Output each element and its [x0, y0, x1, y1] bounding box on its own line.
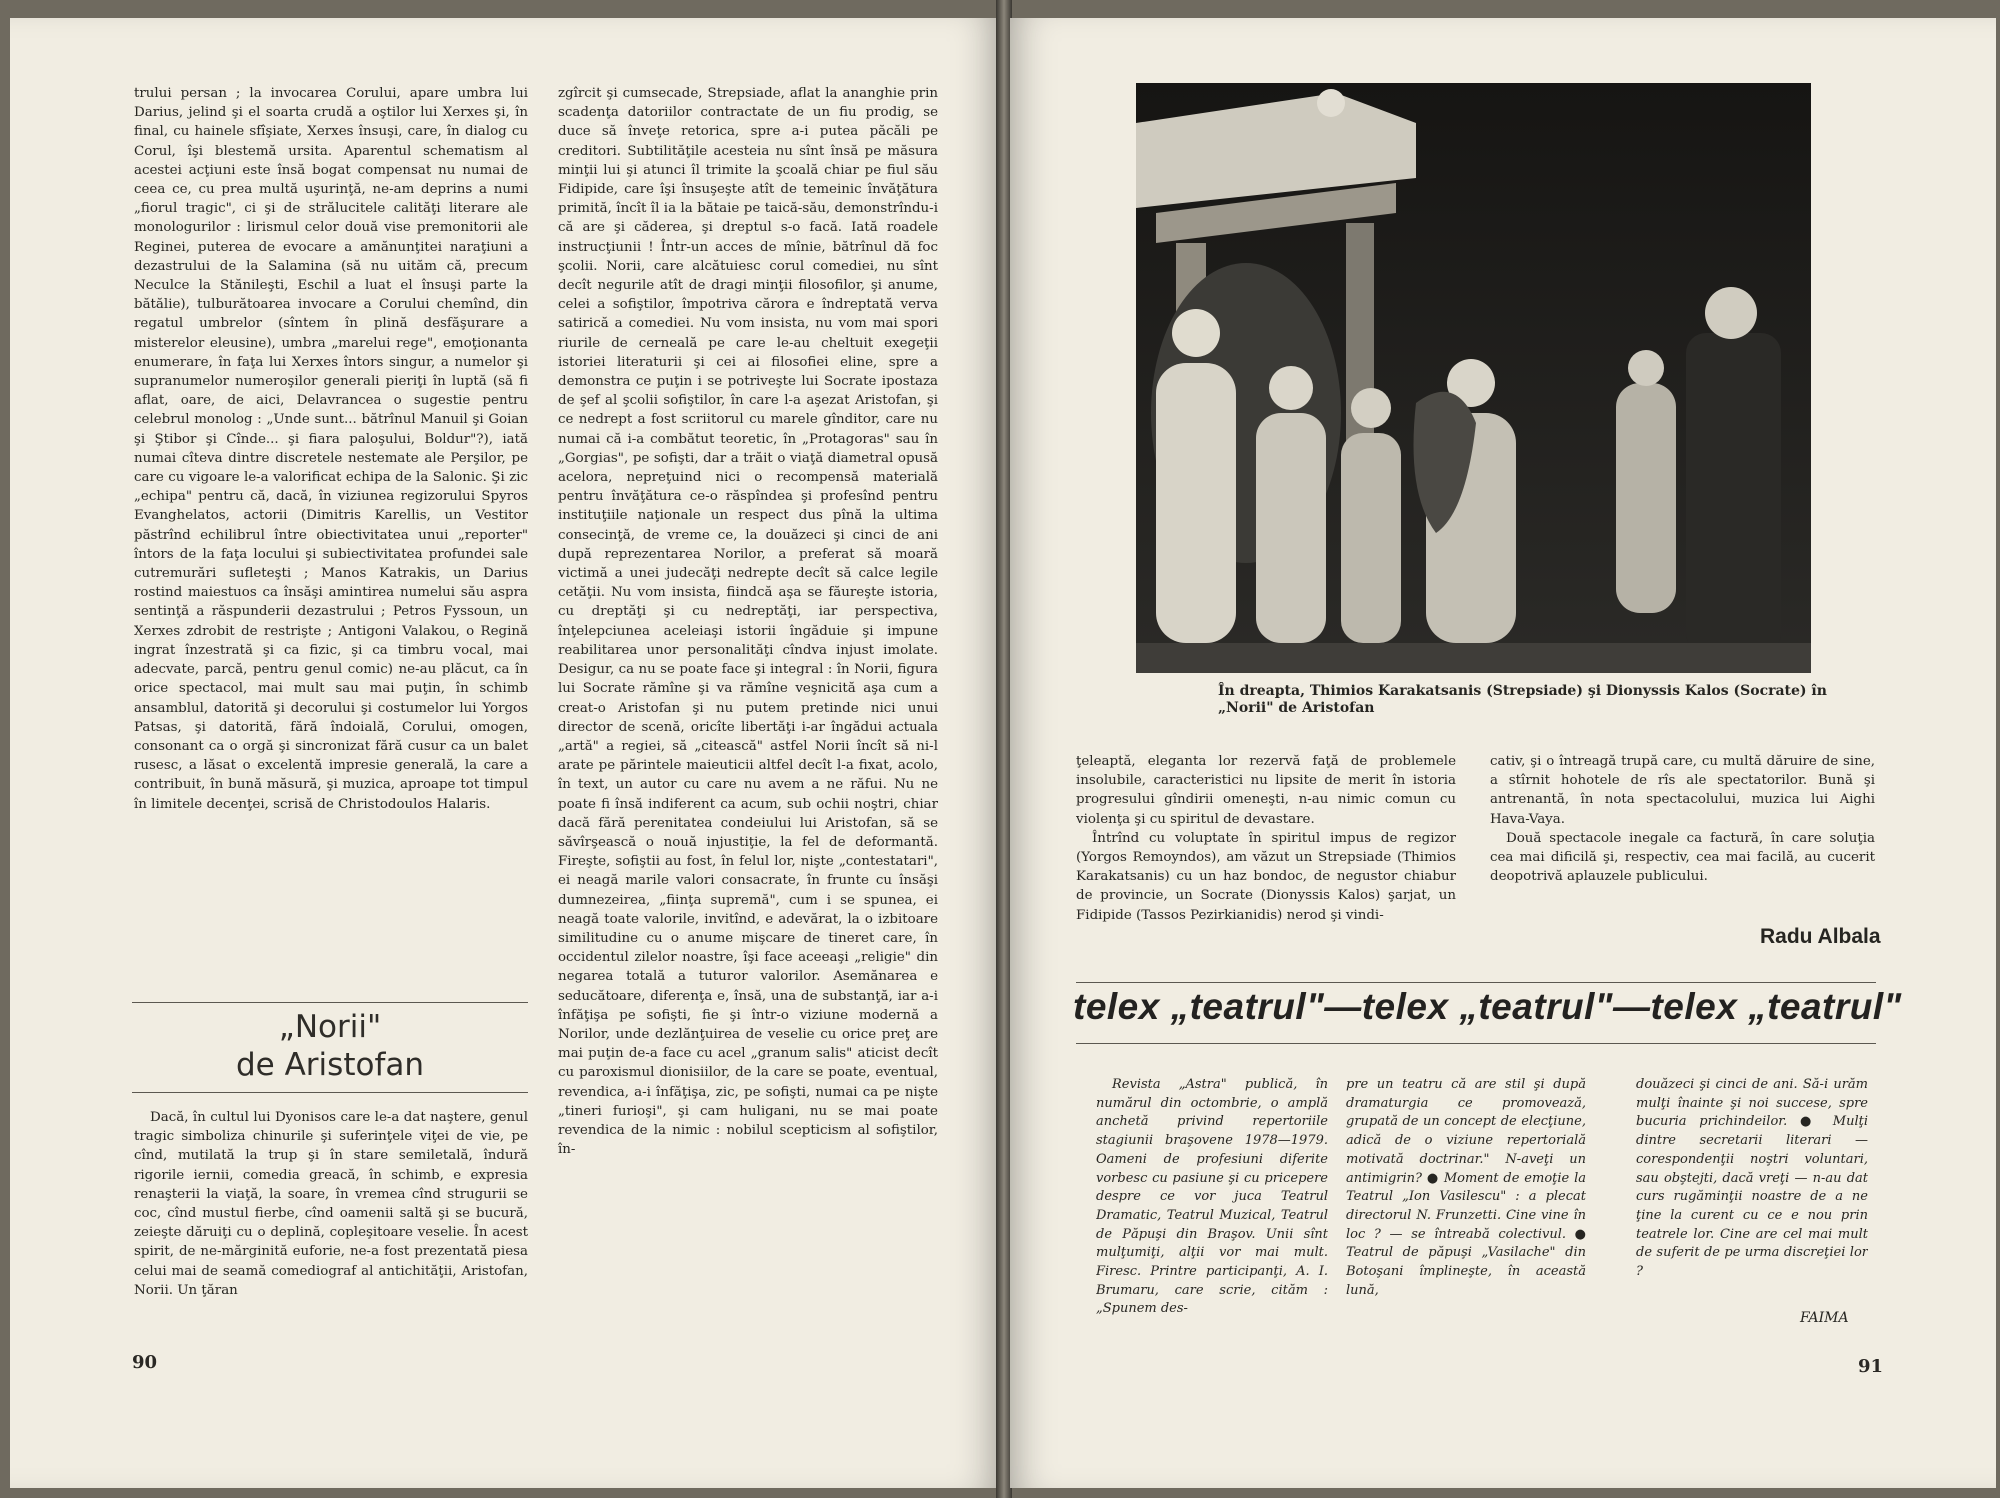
article-text: Două spectacole inegale ca factură, în care soluţia cea mai dificilă şi, respectiv, cea mai facilă, au cucerit deopotrivă aplauzele publicului.	[1490, 830, 1875, 885]
article-text: ţeleaptă, eleganta lor rezervă faţă de problemele insolubile, caracteristici nu lipsite de merit în istoria progresului gîndirii omeneşti, n-au nimic comun cu violenţa şi cu spiritul de devastare.	[1076, 754, 1456, 827]
telex-column-3	[1636, 1076, 1868, 1316]
telex-text: douăzeci şi cinci de ani. Să-i urăm mulţi înainte şi noi succese, spre bucuria prichindeilor. ● Mulţi dintre secretarii literari — corespondenţii noştri voluntari, sau obştejti, dacă vreţi — n-au dat curs rugăminţii noastre de a ne ţine la curent cu ce e nou prin teatrele lor. Cine are cel mai mult de suferit de pe urma discreţiei lor ?	[1636, 1077, 1868, 1280]
left-column-2	[558, 84, 938, 1324]
stage-photo-image	[1136, 83, 1811, 673]
telex-column-2	[1346, 1076, 1586, 1338]
telex-text: Revista „Astra" publică, în numărul din octombrie, o amplă anchetă privind repertoriile stagiunii braşovene 1978—1979. Oameni de profesiuni diferite vorbesc cu pasiune şi cu pricepere despre ce vor juca Teatrul Dramatic, Teatrul Muzical, Teatrul de Păpuşi din Braşov. Unii sînt mulţumiţi, alţii vor mai mult. Firesc. Printre participanţi, A. I. Brumaru, care scrie, cităm : „Spunem des-	[1096, 1077, 1328, 1317]
telex-column-1	[1096, 1076, 1328, 1338]
article-title-line-2: de Aristofan	[236, 1047, 424, 1083]
stage-photo	[1136, 83, 1811, 673]
article-text: cativ, şi o întreagă trupă care, cu multă dăruire de sine, a stîrnit hohotele de rîs ale spectatorilor. Bună şi antrenantă, în nota spectacolului, muzica lui Aighi Hava-Vaya.	[1490, 754, 1875, 827]
article-text: Întrînd cu voluptate în spiritul impus de regizor (Yorgos Remoyndos), am văzut un Strepsiade (Thimios Karakatsanis) cu un haz bondoc, de negustor chiabur de provincie, un Socrate (Dionyssis Kalos) şarjat, un Fidipide (Tassos Pezirkianidis) nerod şi vindi-	[1076, 830, 1456, 923]
article-intro: Dacă, în cultul lui Dyonisos care le-a dat naştere, genul tragic simboliza chinurile şi suferinţele viţei de vie, pe cînd, mutilată la trup şi în stare semiletală, îndură rigorile iernii, comedia greacă, în schimb, e expresia renaşterii la viaţă, la soare, în vremea cînd strugurii se coc, cînd mustul fierbe, cînd oamenii saltă şi se bucură, zeieşte dăruiţi cu o deplină, copleşitoare veselie. În acest spirit, de ne-mărginită euforie, ne-a fost prezentată piesa celui mai de seamă comediograf al antichităţii, Aristofan, Norii. Un ţăran	[134, 1110, 528, 1298]
telex-heading: telex „teatrul"—telex „teatrul"—telex „teatrul"	[1073, 986, 1902, 1027]
telex-bottom-rule	[1076, 1043, 1876, 1044]
left-column-1-top	[134, 84, 528, 976]
telex-top-rule	[1076, 982, 1876, 983]
right-column-a	[1076, 752, 1456, 967]
section-divider	[132, 1092, 528, 1093]
article-title-line-1: „Norii"	[278, 1009, 382, 1045]
article-text: trului persan ; la invocarea Corului, apare umbra lui Darius, jelind şi el soarta crudă a oştilor lui Xerxes şi, în final, cu hainele sfîşiate, Xerxes însuşi, care, în dialog cu Corul, îşi blestemă ursita. Aparentul schematism al acestei acţiuni este însă bogat compensat nu numai de ceea ce, cu prea multă uşurinţă, ne-am deprins a numi „fiorul tragic", ci şi de strălucitele calităţi literare ale monologurilor : lirismul celor două vise premonitorii ale Reginei, puterea de evocare a amănunţitei naraţiuni a dezastrului de la Salamina (să nu uităm că, precum Neculce la Stănileşti, Eschil a luat el însuşi parte la bătălie), tulburătoarea invocare a Corului chemînd, din regatul umbrelor (sîntem în plină desfăşurare a misterelor eleusine), umbra „marelui rege", emoţionanta enumerare, în faţa lui Xerxes întors singur, a numelor şi supranumelor numeroşilor generali pieriţi în luptă (să fi aflat, oare, de aici, Delavrancea o sugestie pentru celebrul monolog : „Unde sunt... bătrînul Manuil şi Goian şi Ştibor şi Cînde... şi fiara paloşului, Boldur"?), iată numai cîteva dintre discretele nestemate ale Perşilor, pe care cu vigoare le-a valorificat echipa de la Salonic. Şi zic „echipa" pentru că, dacă, în viziunea regizorului Spyros Evanghelatos, actorii (Dimitris Karellis, un Vestitor păstrînd echilibrul între obiectivitatea unui „reporter" întors de la faţa locului şi subiectivitatea profundei sale cutremurări sufleteşti ; Manos Katrakis, un Darius rostind maiestuos ca însăşi amintirea numelui său aspra sentinţă a răspunderii dezastrului ; Petros Fyssoun, un Xerxes zdrobit de restrişte ; Antigoni Valakou, o Regină ingrat înzestrată şi ca fizic, şi ca timbru vocal, mai adecvate, parcă, pentru genul comic) ne-au plăcut, ca în orice spectacol, mai mult sau mai puţin, în schimb ansamblul, datorită şi decorului şi costumelor lui Yorgos Patsas, şi datorită, fără îndoială, Corului, omogen, consonant ca o orgă şi sincronizat fără cusur ca un balet rusesc, a lăsat o excelentă impresie generală, la care a contribuit, în bună măsură, şi muzica, aproape tot timpul în limitele decenţei, scrisă de Christodoulos Halaris.	[134, 86, 528, 812]
photo-caption: În dreapta, Thimios Karakatsanis (Strepsiade) şi Dionyssis Kalos (Socrate) în „Norii" de Aristofan	[1218, 683, 1827, 716]
right-column-b	[1490, 752, 1875, 912]
page-number-left: 90	[132, 1352, 158, 1373]
article-text: zgîrcit şi cumsecade, Strepsiade, aflat la ananghie prin scadenţa datoriilor contractate de un fiu prodig, se duce să înveţe retorica, spre a-i putea păcăli pe creditori. Subtilităţile acesteia nu sînt însă pe măsura minţii lui şi atunci îl trimite la şcoală chiar pe fiul său Fidipide, care îşi însuşeşte atît de temeinic învăţătura primită, încît îl ia la bătaie pe taică-său, demonstrîndu-i că are şi căderea, şi dreptul s-o facă. Iată roadele instrucţiunii ! Într-un acces de mînie, bătrînul dă foc şcolii. Norii, care alcătuiesc corul comediei, nu sînt decît negurile atît de dragi minţii filosofilor, şi anume, celei a sofiştilor, împotriva cărora e îndreptată verva satirică a comediei. Nu vom insista, nu vom mai spori riurile de cerneală pe care le-au cheltuit exegeţii istoriei literaturii şi cei ai filosofiei eline, spre a demonstra ce puţin i se potriveşte lui Socrate ipostaza de şef al şcolii sofiştilor, în care l-a aşezat Aristofan, şi ce nedrept a fost scriitorul cu marele gînditor, care nu numai că i-a combătut teoretic, în „Protagoras" sau în „Gorgias", pe sofişti, dar a trăit o viaţă diametral opusă acelora, nepreţuind nici o recompensă materială pentru învăţătura ce-o răspîndea şi profesînd pentru instituţiile naţionale un respect dus pînă la ultima consecinţă, de vreme ce, la douăzeci şi cinci de ani după reprezentarea Norilor, a preferat să moară victimă a unei judecăţi nedrepte decît să calce legile cetăţii. Nu vom insista, fiindcă aşa se făureşte istoria, cu dreptăţi şi cu nedreptăţi, iar perspectiva, înţelepciunea aceleiaşi istorii îngăduie şi impune reabilitarea unor personalităţi cîndva injust imolate. Desigur, ca nu se poate face şi integral : în Norii, figura lui Socrate rămîne şi va rămîne veşnicită aşa cum a creat-o Aristofan şi nu putem pretinde nici unui director de scenă, oricîte libertăţi i-ar îngădui actuala „artă" a regiei, să „citească" astfel Norii încît să ni-l arate pe părintele maieuticii altfel decît l-a fixat, acolo, în text, un autor cu care nu avem a ne răfui. Nu ne poate fi însă indiferent ca acum, sub ochii noştri, chiar dacă fără perenitatea condeiului lui Aristofan, să se săvîrşească o nouă injustiţie, la fel de deformantă. Fireşte, sofiştii au fost, în felul lor, nişte „contestatari", ei neagă marile valori consacrate, în frunte cu însăşi dumnezeirea, „fiinţa supremă", cum i se spunea, ei neagă toate valorile, invitînd, e adevărat, la o izbitoare similitudine cu o anume mişcare de tineret care, în occidentul zilelor noastre, îşi face aceeaşi „religie" din negarea totală a tuturor valorilor. Asemănarea e seducătoare, diferenţa e, însă, una de substanţă, iar a-i înfăţişa pe sofişti, fie şi într-o viziune modernă a Norilor, unde dezlănţuirea de veselie cu orice preţ are mai puţin de-a face cu acel „granum salis" aticist decît cu paroxismul dionisiilor, de la care se poate, eventual, revendica, a-i înfăţişa, zic, pe sofişti, numai ca pe nişte „tineri furioşi", şi cam huligani, nu se mai poate revendica de la nimic : nobilul scepticism al sofiştilor, în-	[558, 86, 938, 1158]
section-divider	[132, 1002, 528, 1003]
telex-text: pre un teatru că are stil şi după dramaturgia ce promovează, grupată de un concept de elecţiune, adică de o viziune repertorială motivată doctrinar." N-aveţi un antimigrin? ● Moment de emoţie la Teatrul „Ion Vasilescu" : a plecat directorul N. Frunzetti. Cine vine în loc ? — se întreabă colectivul. ● Teatrul de păpuşi „Vasilache" din Botoşani împlineşte, în această lună,	[1346, 1077, 1586, 1298]
page-number-right: 91	[1858, 1356, 1884, 1377]
telex-signature: FAIMA	[1800, 1310, 1849, 1326]
article-title	[132, 1008, 528, 1084]
author-signature: Radu Albala	[1760, 925, 1881, 948]
left-column-1-bottom	[134, 1108, 528, 1328]
